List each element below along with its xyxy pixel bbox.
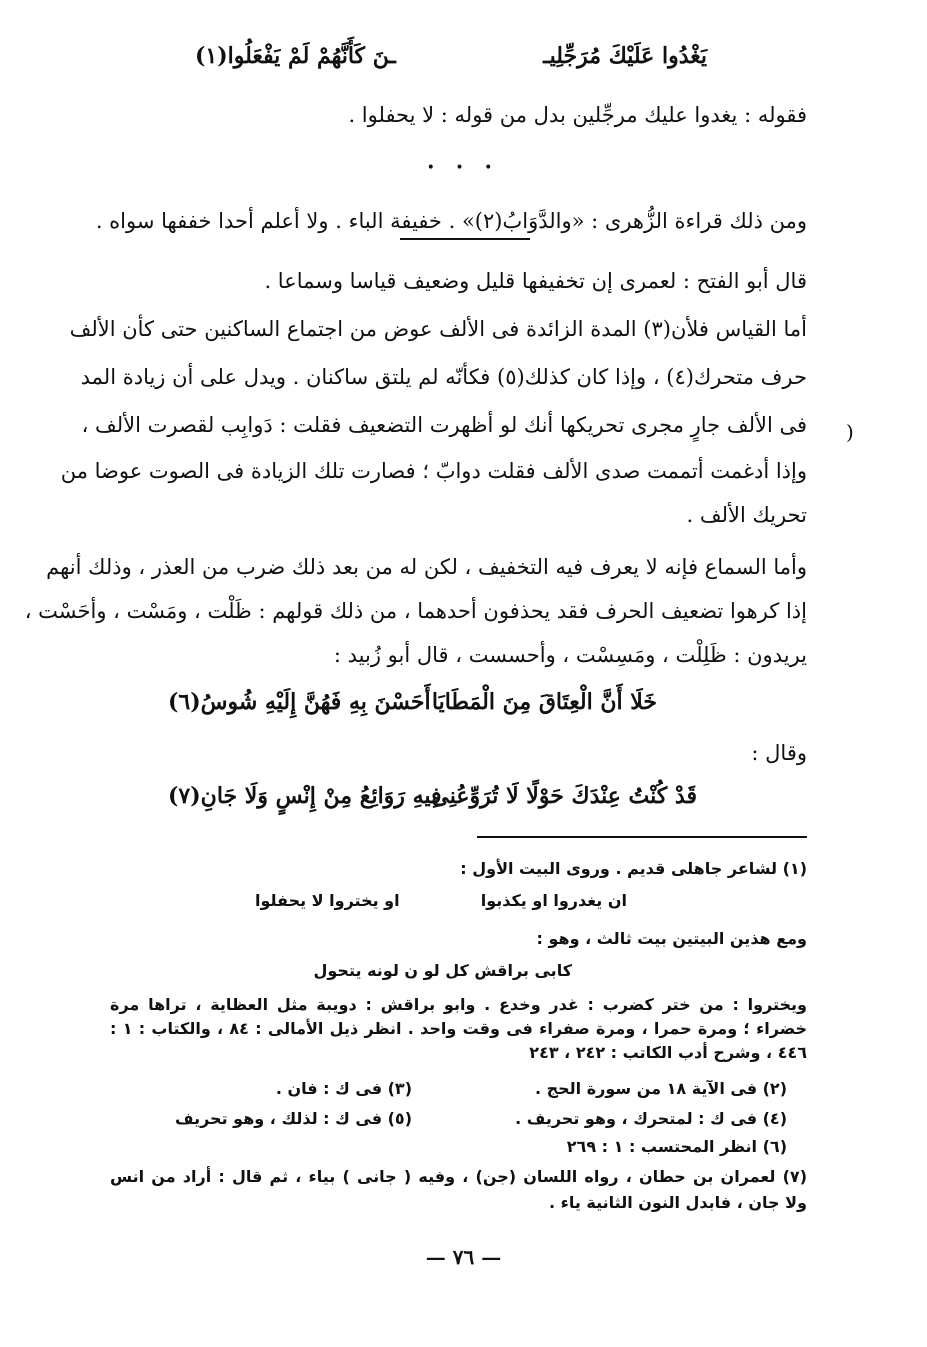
footnote-1-verse2: كابى براقش كل لو ن لونه يتحول <box>313 961 572 980</box>
body-line-10: إذا كرهوا تضعيف الحرف فقد يحذفون أحدهما ، من ذلك قولهم : ظَلْت ، ومَسْت ، وأحَسْت ، <box>24 599 807 623</box>
body-line-6: فى الألف جارٍ مجرى تحريكها أنك لو أظهرت التضعيف فقلت : دَوابِب لقصرت الألف ، <box>81 413 807 437</box>
margin-mark: ( <box>846 420 854 444</box>
body-line-4: أما القياس فلأن(٣) المدة الزائدة فى الألف عوض من اجتماع الساكنين حتى كأن الألف <box>69 317 807 341</box>
body-line-7: وإذا أدغمت أتممت صدى الألف فقلت دوابّ ؛ فصارت تلك الزيادة فى الصوت عوضا من <box>60 459 807 483</box>
body-line-12: وقال : <box>751 741 807 765</box>
verse2-left-hemistich: فِيهِ رَوَائِعُ مِنْ إِنْسٍ وَلَا جَانِ(٧) <box>168 783 442 809</box>
footnote-7-line-2: ولا جان ، فابدل النون الثانية ياء . <box>549 1193 807 1212</box>
footnote-1-line-3: ٤٤٦ ، وشرح أدب الكاتب : ٢٤٢ ، ٢٤٣ <box>529 1043 807 1062</box>
body-line-11: يريدون : ظَلِلْت ، ومَسِسْت ، وأحسست ، قال أبو زُبيد : <box>333 643 807 667</box>
footnote-1-third: ومع هذين البيتين بيت ثالث ، وهو : <box>536 929 807 948</box>
body-line-1: فقوله : يغدوا عليك مرجِّلين بدل من قوله : لا يحفلوا . <box>348 103 807 127</box>
body-line-2: ومن ذلك قراءة الزُّهرى : «والدَّوَابُ(٢)» . خفيفة الباء . ولا أعلم أحدا خففها سواه . <box>95 209 807 233</box>
verse1-right-hemistich: خَلَا أَنَّ الْعِتَاقَ مِنَ الْمَطَايَا <box>431 689 657 715</box>
body-line-5: حرف متحرك(٤) ، وإذا كان كذلك(٥) فكأنّه لم يلتق ساكنان . ويدل على أن زيادة المد <box>80 365 807 389</box>
footnote-1-intro: (١) لشاعر جاهلى قديم . وروى البيت الأول : <box>460 859 807 878</box>
section-separator: • • • <box>426 160 501 176</box>
page-number: — ٧٦ — <box>425 1245 502 1269</box>
reading-underline <box>400 238 530 240</box>
body-line-3: قال أبو الفتح : لعمرى إن تخفيفها قليل وضعيف قياسا وسماعا . <box>264 269 807 293</box>
verse1-left-hemistich: أَحَسْنَ بِهِ فَهُنَّ إِلَيْهِ شُوسُ(٦) <box>168 689 431 715</box>
footnote-2: (٢) فى الآية ١٨ من سورة الحج . <box>534 1079 787 1098</box>
top-verse-right-hemistich: يَغْدُوا عَلَيْكَ مُرَجِّلِيـ <box>543 43 707 69</box>
footnote-6: (٦) انظر المحتسب : ١ : ٢٦٩ <box>566 1137 787 1156</box>
footnote-1-line-2: خضراء ؛ ومرة حمرا ، ومرة صفراء فى وقت واحد . انظر ذيل الأمالى : ٨٤ ، والكتاب : ١ : <box>110 1019 808 1038</box>
footnote-1-line-1: ويختروا : من ختر كضرب : غدر وخدع . وابو براقش : دويبة مثل العظاية ، تراها مرة <box>110 995 807 1014</box>
footnote-4: (٤) فى ك : لمتحرك ، وهو تحريف . <box>515 1109 787 1128</box>
top-verse-left-hemistich: ـنَ كَأَنَّهُمْ لَمْ يَفْعَلُوا(١) <box>195 43 396 69</box>
footnote-7-line-1: (٧) لعمران بن حطان ، رواه اللسان (جن) ، وفيه ( جانى ) بياء ، ثم قال : أراد من انس <box>110 1167 807 1186</box>
footnote-5: (٥) فى ك : لذلك ، وهو تحريف <box>175 1109 412 1128</box>
verse2-right-hemistich: قَدْ كُنْتُ عِنْدَكَ حَوْلًا لَا تُرَوِّعُنِى <box>431 783 697 809</box>
footnote-rule <box>477 836 807 838</box>
footnote-1-verse-left: او يختروا لا يحفلوا <box>255 891 400 910</box>
body-line-9: وأما السماع فإنه لا يعرف فيه التخفيف ، لكن له من بعد ذلك ضرب من العذر ، وذلك أنهم <box>46 555 807 579</box>
body-line-8: تحريك الألف . <box>686 503 807 527</box>
footnote-3: (٣) فى ك : فان . <box>275 1079 412 1098</box>
footnote-1-verse-right: ان يغدروا او يكذبوا <box>480 891 627 910</box>
